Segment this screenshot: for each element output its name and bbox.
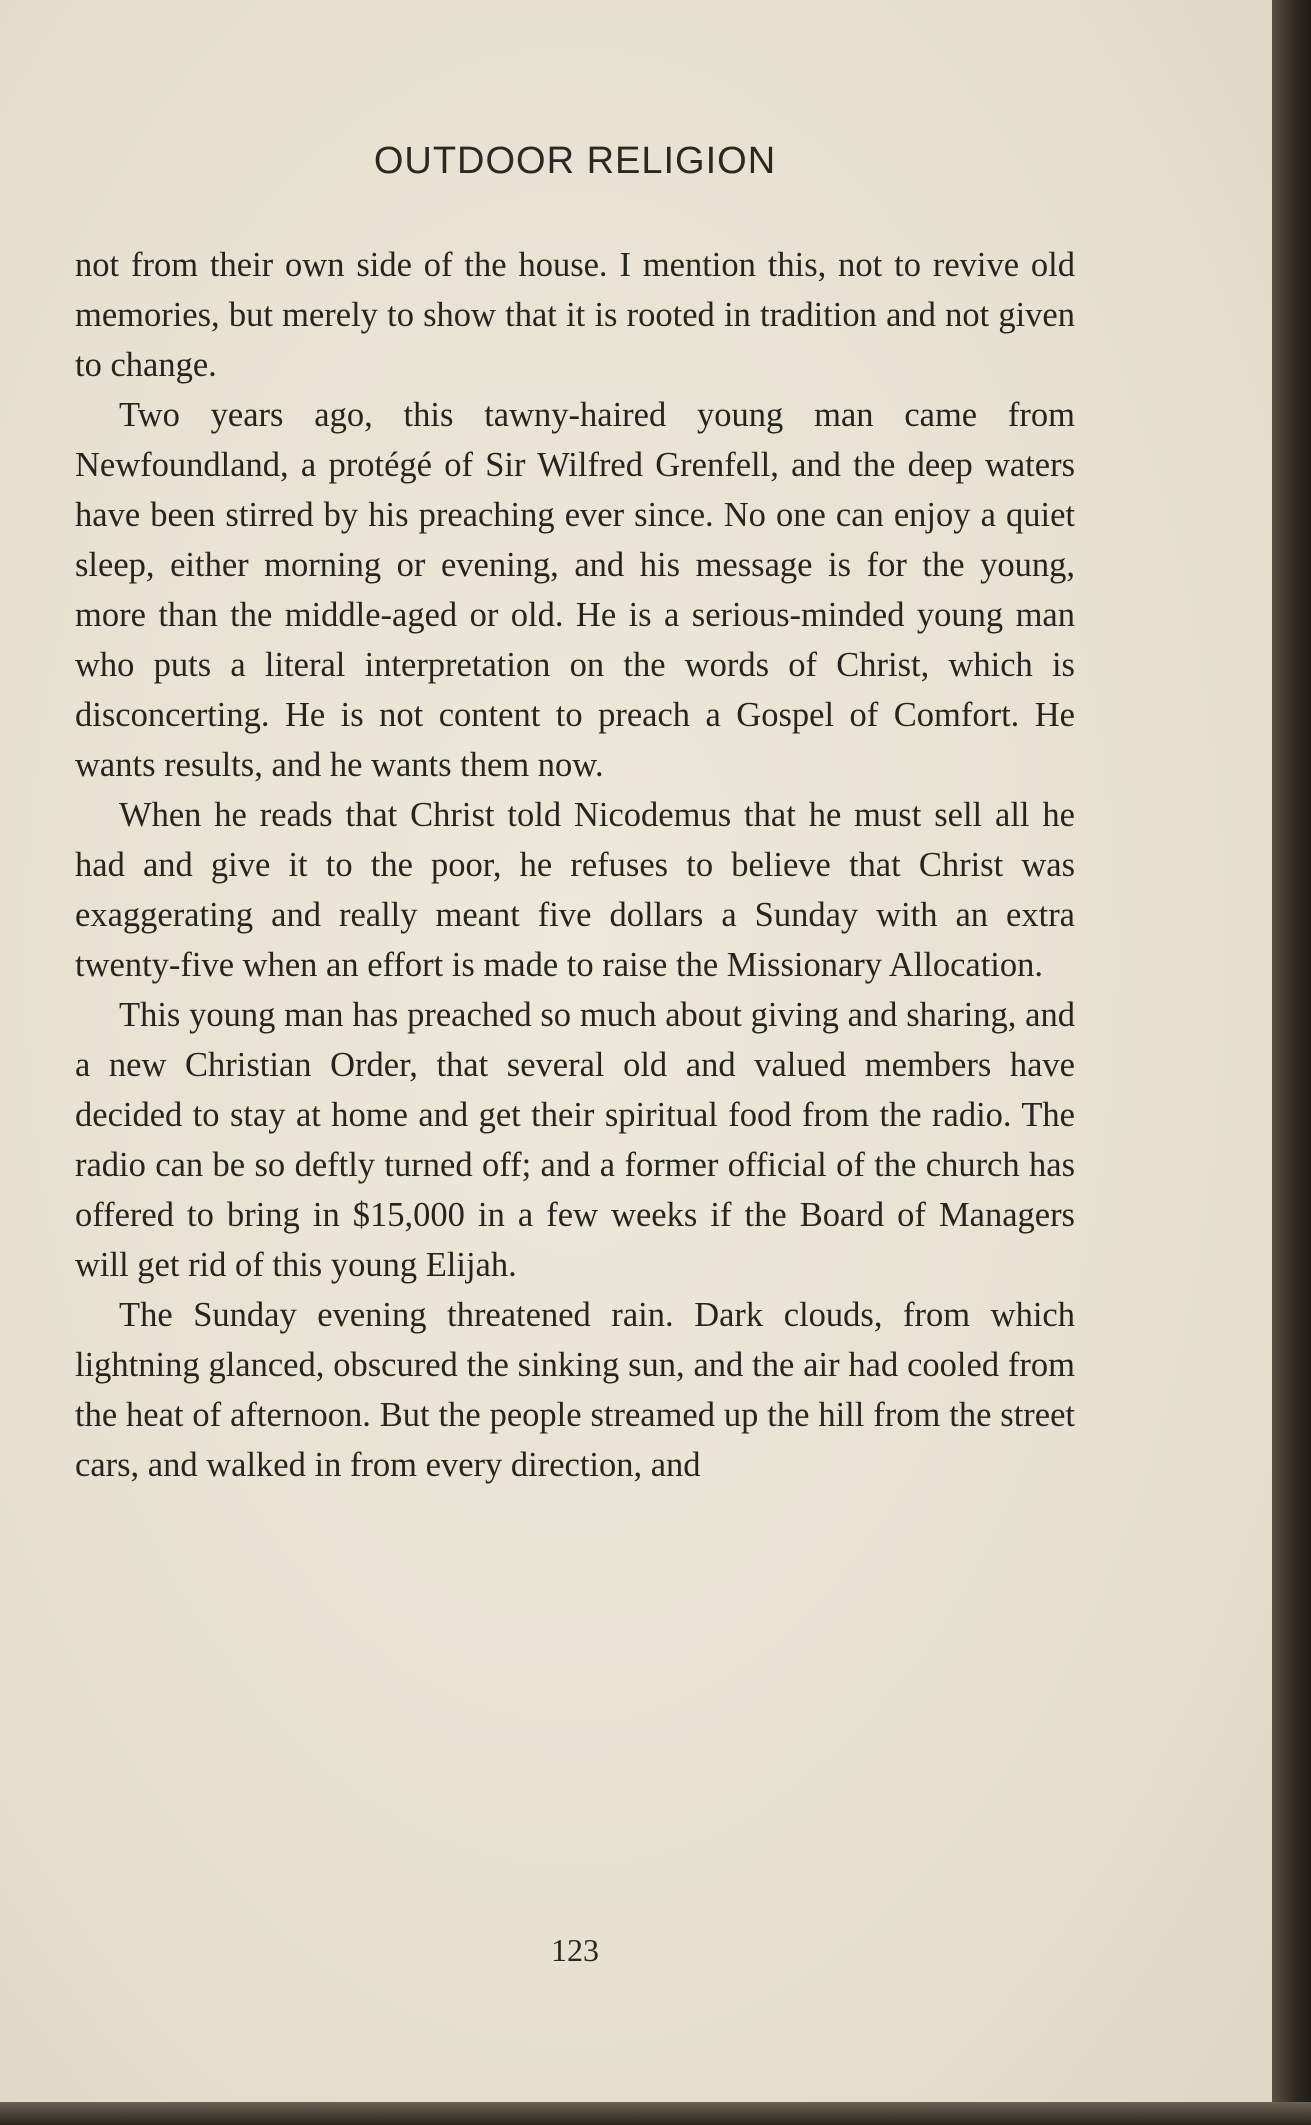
paragraph-3: When he reads that Christ told Nicodemus that he must sell all he had and give it to the poor, he refuses to believe that Christ was exaggerating and really meant five dollars a Sunday with an extra twenty-five when an effort is made to raise the Missionary Allocation. [75,796,1075,984]
running-head: OUTDOOR RELIGION [373,140,777,182]
paragraph-2: Two years ago, this tawny-haired young man came from Newfoundland, a protégé of Sir Wilfred Grenfell, and the deep waters have been stirred by his preaching ever since. No one can enjoy a quiet sleep, either morning or evening, and his message is for the young, more than the middle-aged or old. He is a serious-minded young man who puts a literal interpretation on the words of Christ, which is disconcerting. He is not content to preach a Gospel of Comfort. He wants results, and he wants them now. [75,396,1075,784]
book-spine-edge [1272,0,1311,2125]
page-number: 123 [551,1932,599,1968]
paragraph-4: This young man has preached so much about giving and sharing, and a new Christian Order, that several old and valued members have decided to stay at home and get their spiritual food from the radio. The radio can be so deftly turned off; and a former official of the church has offered to bring in $15,000 in a few weeks if the Board of Managers will get rid of this young Elijah. [75,996,1075,1284]
paragraph-1: not from their own side of the house. I mention this, not to revive old memories, but merely to show that it is rooted in tradition and not given to change. [75,246,1075,384]
paragraph-5: The Sunday evening threatened rain. Dark clouds, from which lightning glanced, obscured the sinking sun, and the air had cooled from the heat of afternoon. But the people streamed up the hill from the street cars, and walked in from every direction, and [75,1296,1075,1484]
body-text [75,240,1075,1490]
book-bottom-edge [0,2102,1311,2125]
